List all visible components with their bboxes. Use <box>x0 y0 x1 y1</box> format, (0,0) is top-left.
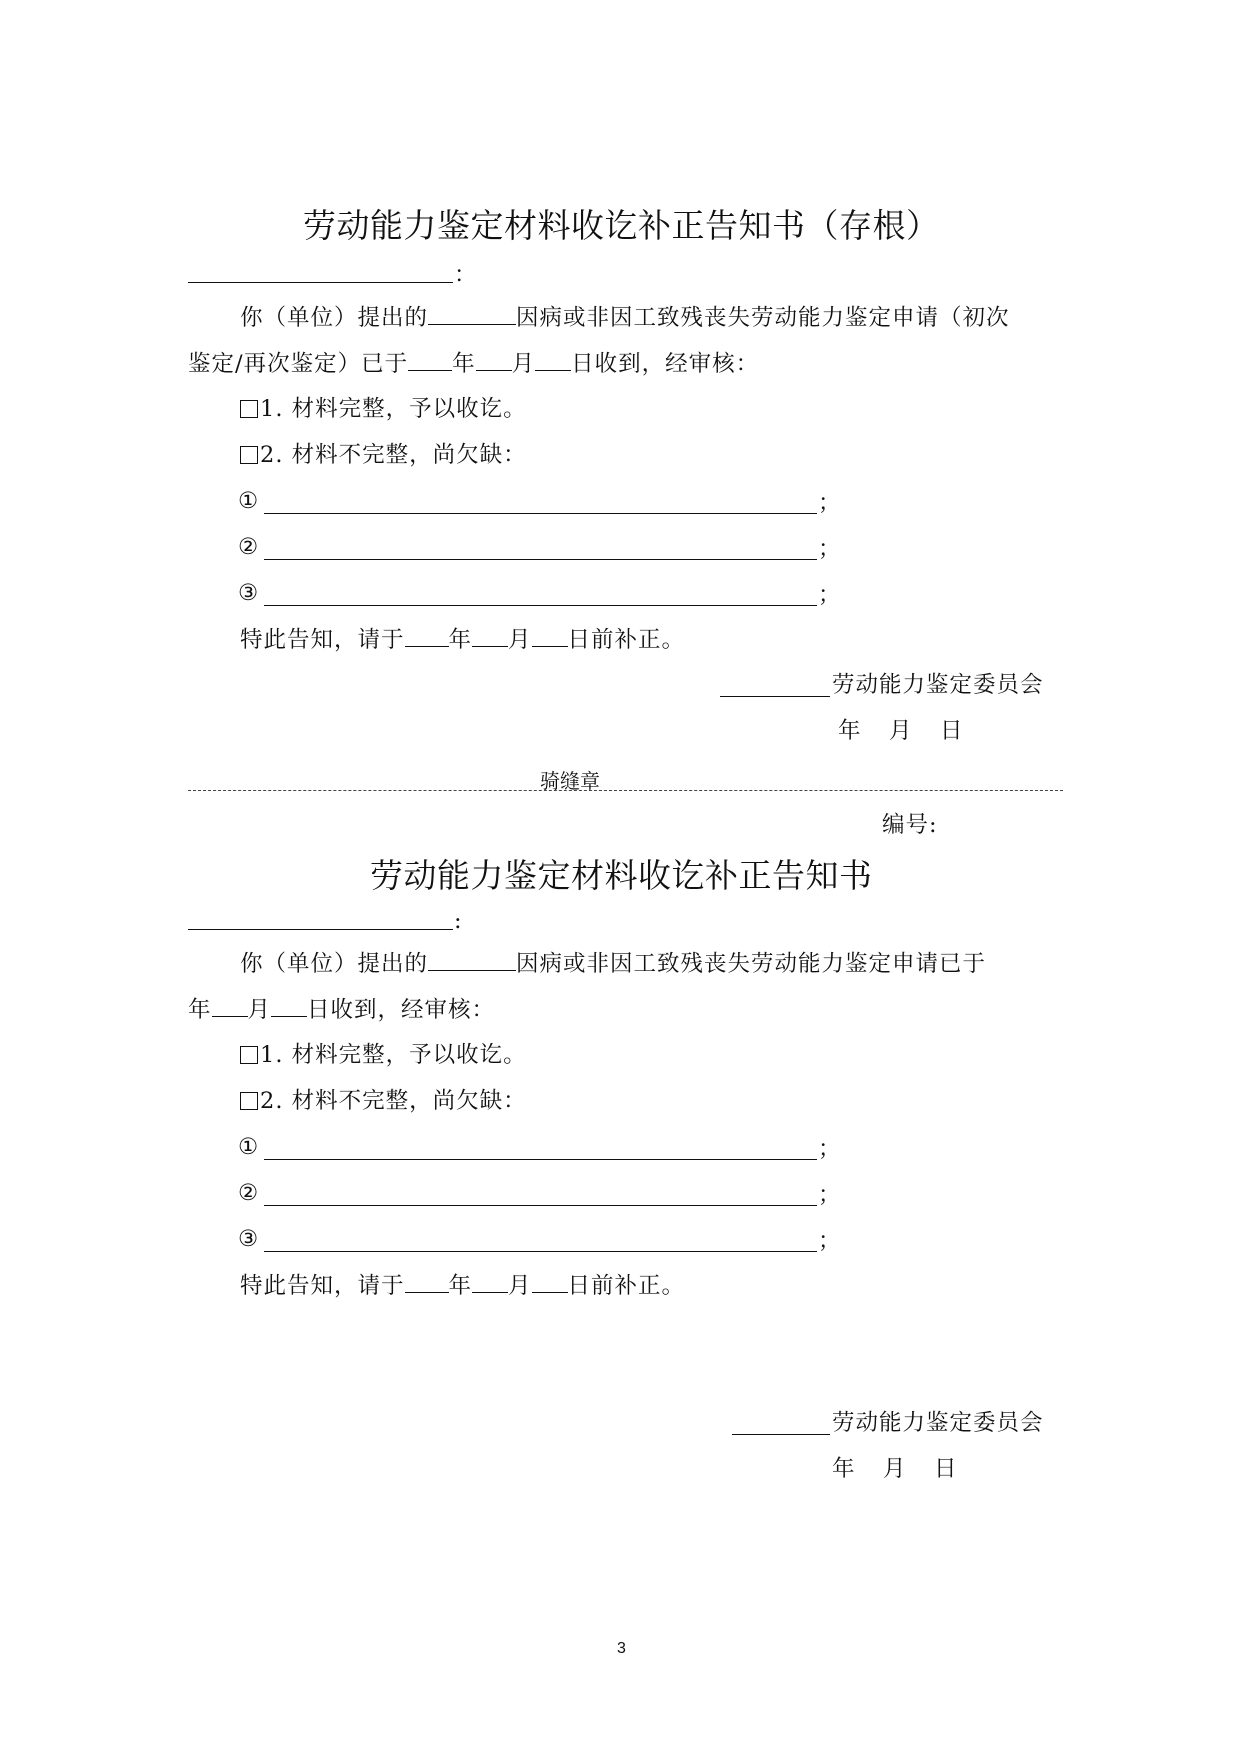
stub-item1-end: ； <box>818 490 842 516</box>
notice-para1-text-a: 你（单位）提出的 <box>240 951 429 977</box>
notice-day-blank <box>271 994 307 1017</box>
stub-addressee-colon: ： <box>454 262 478 288</box>
notice-deadline-month-blank <box>472 1270 508 1293</box>
stub-deadline-month-label: 月 <box>508 627 532 653</box>
stub-addressee-line <box>188 282 453 283</box>
notice-option2-label: 2. 材料不完整，尚欠缺： <box>260 1088 527 1114</box>
stub-deadline-day-blank <box>532 624 568 647</box>
stub-item2-end: ； <box>818 536 842 562</box>
notice-month-label: 月 <box>247 997 272 1023</box>
notice-option-incomplete <box>240 1086 527 1116</box>
page-number: 3 <box>617 1640 626 1657</box>
notice-deadline-year-label: 年 <box>448 1273 473 1299</box>
notice-option-complete <box>240 1040 527 1070</box>
notice-item1-line <box>264 1159 817 1160</box>
stub-item1-line <box>264 513 817 514</box>
stub-title: 劳动能力鉴定材料收讫补正告知书（存根） <box>303 206 940 245</box>
stub-deadline-year-blank <box>405 624 449 647</box>
notice-deadline-text: 特此告知，请于 <box>240 1273 405 1299</box>
notice-item3-end: ； <box>818 1228 842 1254</box>
notice-item1-marker: ① <box>238 1134 260 1160</box>
notice-title: 劳动能力鉴定材料收讫补正告知书 <box>370 856 873 895</box>
notice-addressee-line <box>188 929 453 930</box>
stub-deadline-day-label: 日前补正。 <box>567 627 686 653</box>
notice-item2-end: ； <box>818 1182 842 1208</box>
stub-item2-marker: ② <box>238 534 260 560</box>
notice-deadline-year-blank <box>405 1270 449 1293</box>
stub-year-blank <box>408 348 452 371</box>
stub-option-complete <box>240 394 527 424</box>
notice-deadline-month-label: 月 <box>508 1273 532 1299</box>
checkbox-icon <box>240 1092 258 1110</box>
notice-para1-text-b: 因病或非因工致残丧失劳动能力鉴定申请已于 <box>516 951 987 977</box>
notice-item2-line <box>264 1205 817 1206</box>
notice-item1-end: ； <box>818 1136 842 1162</box>
stub-item3-line <box>264 605 817 606</box>
notice-paragraph-line2 <box>188 994 495 1025</box>
notice-item3-line <box>264 1251 817 1252</box>
notice-paragraph-line1 <box>240 948 986 979</box>
notice-month-blank <box>212 994 248 1017</box>
stub-item3-marker: ③ <box>238 580 260 606</box>
stub-option2-label: 2. 材料不完整，尚欠缺： <box>260 442 527 468</box>
stub-committee-blank <box>720 696 830 697</box>
stub-paragraph-line2 <box>188 348 759 379</box>
notice-item3-marker: ③ <box>238 1226 260 1252</box>
stub-received-text: 日收到，经审核： <box>571 351 760 377</box>
stub-paragraph-line1 <box>240 302 1010 333</box>
stub-day-blank <box>535 348 571 371</box>
stub-para2-text: 鉴定/再次鉴定）已于 <box>188 351 409 377</box>
notice-deadline-day-label: 日前补正。 <box>567 1273 686 1299</box>
notice-deadline-line <box>240 1270 685 1301</box>
stub-option-incomplete <box>240 440 527 470</box>
stub-item2-line <box>264 559 817 560</box>
checkbox-icon <box>240 400 258 418</box>
notice-committee-name: 劳动能力鉴定委员会 <box>832 1410 1044 1436</box>
notice-year-label: 年 <box>188 997 212 1023</box>
seal-label: 骑缝章 <box>540 769 600 793</box>
notice-applicant-blank <box>428 948 516 971</box>
stub-notice-text: 特此告知，请于 <box>240 627 405 653</box>
stub-item1-marker: ① <box>238 488 260 514</box>
stub-option1-label: 1. 材料完整，予以收讫。 <box>260 396 527 422</box>
stub-year-label: 年 <box>452 351 476 377</box>
notice-option1-label: 1. 材料完整，予以收讫。 <box>260 1042 527 1068</box>
stub-applicant-blank <box>428 302 516 325</box>
notice-addressee-colon: : <box>454 908 463 934</box>
notice-item2-marker: ② <box>238 1180 260 1206</box>
stub-committee-name: 劳动能力鉴定委员会 <box>832 672 1044 698</box>
stub-para1-text-b: 因病或非因工致残丧失劳动能力鉴定申请（初次 <box>516 305 1010 331</box>
serial-number-label: 编号: <box>882 812 938 838</box>
stub-deadline-line <box>240 624 685 655</box>
stub-month-label: 月 <box>511 351 536 377</box>
notice-committee-blank <box>732 1434 830 1435</box>
notice-date-line: 年 月 日 <box>832 1456 960 1482</box>
stub-item3-end: ； <box>818 582 842 608</box>
checkbox-icon <box>240 1046 258 1064</box>
notice-deadline-day-blank <box>532 1270 568 1293</box>
stub-month-blank <box>476 348 512 371</box>
checkbox-icon <box>240 446 258 464</box>
notice-received-text: 日收到，经审核： <box>307 997 496 1023</box>
perforation-line <box>188 790 1063 791</box>
stub-para1-text-a: 你（单位）提出的 <box>240 305 429 331</box>
stub-deadline-year-label: 年 <box>448 627 473 653</box>
stub-deadline-month-blank <box>472 624 508 647</box>
stub-date-line: 年 月 日 <box>838 718 966 744</box>
